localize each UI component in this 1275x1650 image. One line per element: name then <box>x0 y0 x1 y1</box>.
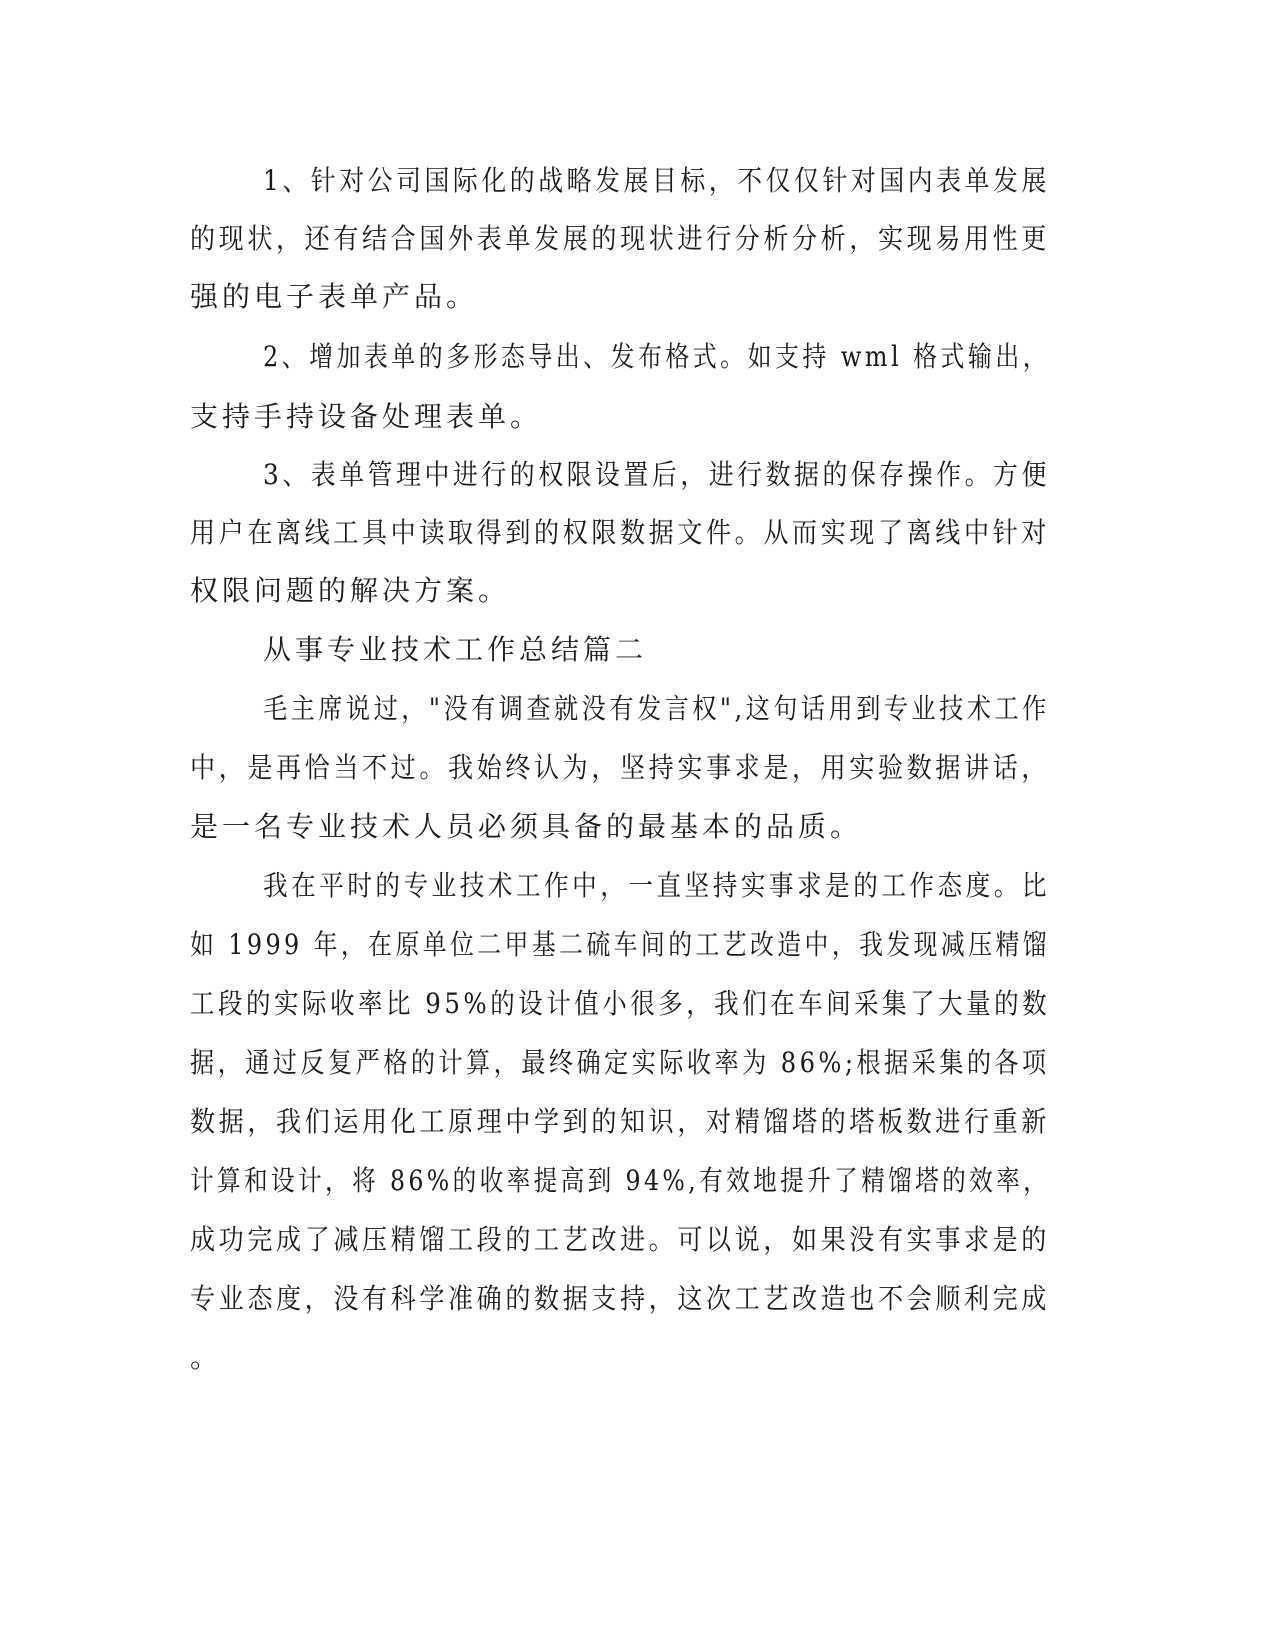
paragraph-line: 据，通过反复严格的计算，最终确定实际收率为 86%;根据采集的各项 <box>190 1046 1050 1079</box>
paragraph-line: 用户在离线工具中读取得到的权限数据文件。从而实现了离线中针对 <box>190 516 1050 549</box>
paragraph-line: 3、表单管理中进行的权限设置后，进行数据的保存操作。方便 <box>263 458 1050 491</box>
section-heading: 从事专业技术工作总结篇二 <box>263 633 648 666</box>
paragraph-line: 是一名专业技术人员必须具备的最基本的品质。 <box>190 810 863 843</box>
paragraph-line: 的现状，还有结合国外表单发展的现状进行分析分析，实现易用性更 <box>190 222 1050 255</box>
paragraph-line: 强的电子表单产品。 <box>190 280 479 313</box>
paragraph-line: 工段的实际收率比 95%的设计值小很多，我们在车间采集了大量的数 <box>190 987 1051 1020</box>
paragraph-line: 2、增加表单的多形态导出、发布格式。如支持 wml 格式输出， <box>263 340 1051 373</box>
paragraph-line: 权限问题的解决方案。 <box>190 574 511 607</box>
paragraph-line: 毛主席说过，"没有调查就没有发言权",这句话用到专业技术工作 <box>263 692 1050 725</box>
paragraph-line: 专业态度，没有科学准确的数据支持，这次工艺改造也不会顺利完成 <box>190 1282 1050 1315</box>
paragraph-line: 。 <box>190 1341 223 1374</box>
paragraph-line: 我在平时的专业技术工作中，一直坚持实事求是的工作态度。比 <box>263 869 1050 902</box>
paragraph-line: 如 1999 年，在原单位二甲基二硫车间的工艺改造中，我发现减压精馏 <box>190 928 1051 961</box>
paragraph-line: 支持手持设备处理表单。 <box>190 400 543 433</box>
paragraph-line: 1、针对公司国际化的战略发展目标，不仅仅针对国内表单发展 <box>263 164 1050 197</box>
paragraph-line: 成功完成了减压精馏工段的工艺改进。可以说，如果没有实事求是的 <box>190 1223 1050 1256</box>
paragraph-line: 数据，我们运用化工原理中学到的知识，对精馏塔的塔板数进行重新 <box>190 1105 1050 1138</box>
paragraph-line: 中，是再恰当不过。我始终认为，坚持实事求是，用实验数据讲话， <box>190 751 1050 784</box>
paragraph-line: 计算和设计，将 86%的收率提高到 94%,有效地提升了精馏塔的效率， <box>190 1164 1051 1197</box>
